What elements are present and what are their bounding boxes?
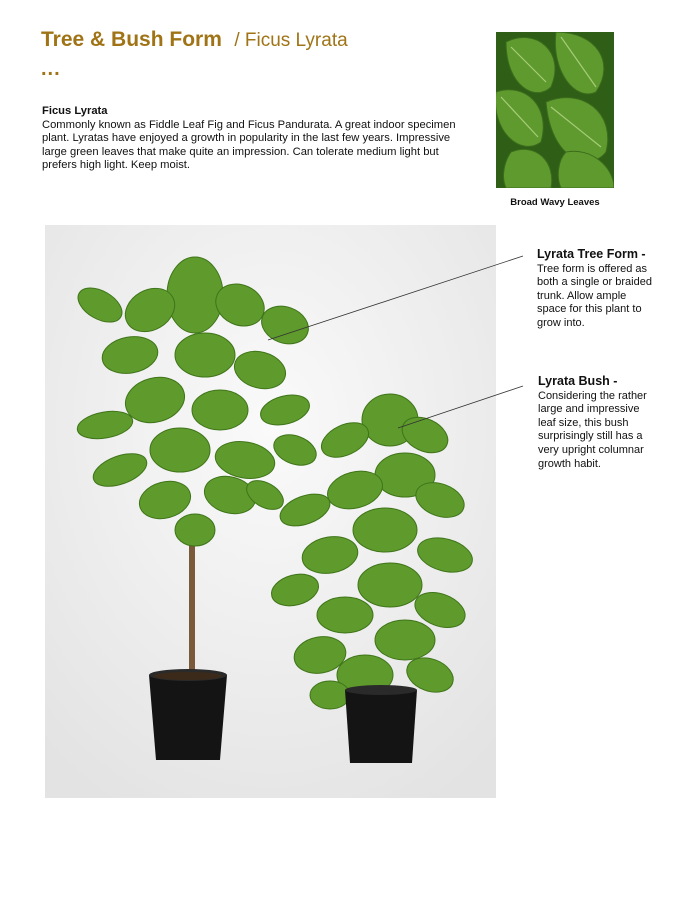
- page-title: Tree & Bush Form: [41, 28, 222, 51]
- bush-pot: [345, 685, 417, 763]
- title-ellipsis: ...: [41, 58, 61, 80]
- plants-illustration: [45, 225, 496, 798]
- intro-body: Commonly known as Fiddle Leaf Fig and Ficus Pandurata. A great indoor specimen plant. Lyratas have enjoyed a growth in popularity in the last few years. Impressive large green leaves that make quite an impression. Can tolerate medium light but prefers high light. Keep moist.: [42, 118, 456, 172]
- bush-form-note: [538, 375, 658, 471]
- tree-form-note-title: Lyrata Tree Form -: [537, 247, 646, 261]
- leaf-closeup-image: [496, 32, 614, 188]
- tree-form-note: [537, 248, 657, 331]
- bush-form-note-body: Considering the rather large and impressive leaf size, this bush surprisingly still has a very upright columnar growth habit.: [538, 389, 647, 470]
- intro-section: [42, 105, 472, 173]
- tree-pot: [149, 669, 227, 760]
- page-subtitle: / Ficus Lyrata: [234, 30, 348, 51]
- intro-title: Ficus Lyrata: [42, 105, 108, 117]
- plants-photo: [45, 225, 496, 798]
- leaf-closeup-illustration: [496, 32, 614, 188]
- bush-form-note-title: Lyrata Bush -: [538, 374, 618, 388]
- leaf-closeup-caption: Broad Wavy Leaves: [510, 197, 600, 208]
- tree-form-note-body: Tree form is offered as both a single or braided trunk. Allow ample space for this plant to grow into.: [537, 262, 652, 329]
- tree-trunk: [189, 545, 195, 675]
- page-header: [41, 28, 348, 52]
